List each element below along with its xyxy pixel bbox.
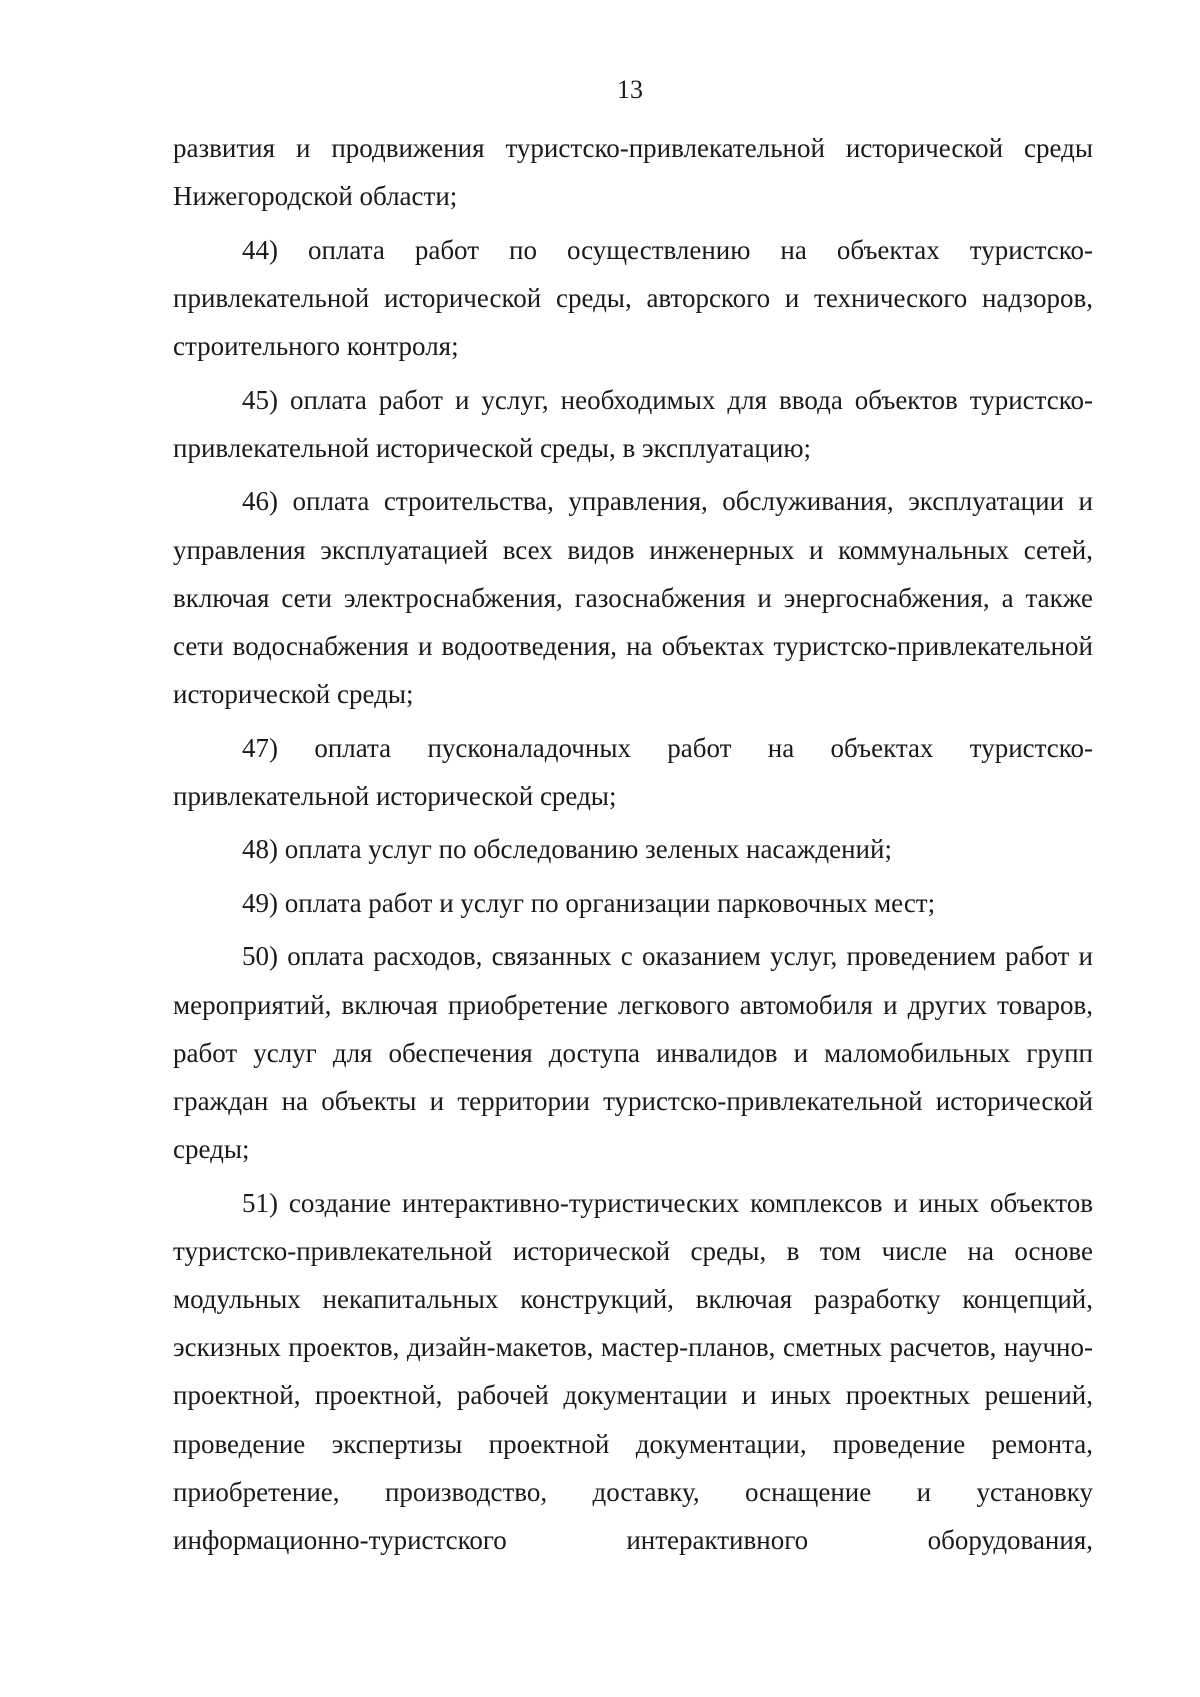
paragraph-item-45: 45) оплата работ и услуг, необходимых для ввода объектов туристско-привлекательной исторической среды, в эксплуатацию;	[173, 384, 1093, 463]
paragraph-item-49: 49) оплата работ и услуг по организации парковочных мест;	[242, 887, 936, 918]
paragraph-item-51: 51) создание интерактивно-туристических комплексов и иных объектов туристско-привлекательной исторической среды, в том числе на основе модульных некапитальных конструкций, включая разработку концепций, эскизных проектов, дизайн-макетов, мастер-планов, сметных расчетов, научно-проектной, проектной, рабочей документации и иных проектных решений, проведение экспертизы проектной документации, проведение ремонта, приобретение, производство, доставку, оснащение и установку информационно-туристского интерактивного оборудования,	[173, 1187, 1093, 1556]
paragraph-item-48: 48) оплата услуг по обследованию зеленых насаждений;	[242, 834, 892, 865]
paragraph-item-44: 44) оплата работ по осуществлению на объектах туристско-привлекательной исторической среды, авторского и технического надзоров, строительного контроля;	[173, 234, 1093, 362]
paragraph-item-50: 50) оплата расходов, связанных с оказанием услуг, проведением работ и мероприятий, включая приобретение легкового автомобиля и других товаров, работ услуг для обеспечения доступа инвалидов и маломобильных групп граждан на объекты и территории туристско-привлекательной исторической среды;	[173, 941, 1093, 1165]
paragraph-item-46: 46) оплата строительства, управления, обслуживания, эксплуатации и управления эксплуатацией всех видов инженерных и коммунальных сетей, включая сети электроснабжения, газоснабжения и энергоснабжения, а также сети водоснабжения и водоотведения, на объектах туристско-привлекательной исторической среды;	[173, 486, 1093, 710]
paragraph-continuation: развития и продвижения туристско-привлекательной исторической среды Нижегородской области;	[173, 133, 1093, 212]
document-body	[173, 124, 1093, 1570]
paragraph-item-47: 47) оплата пусконаладочных работ на объектах туристско-привлекательной исторической среды;	[173, 732, 1093, 811]
page-number: 13	[617, 75, 643, 104]
